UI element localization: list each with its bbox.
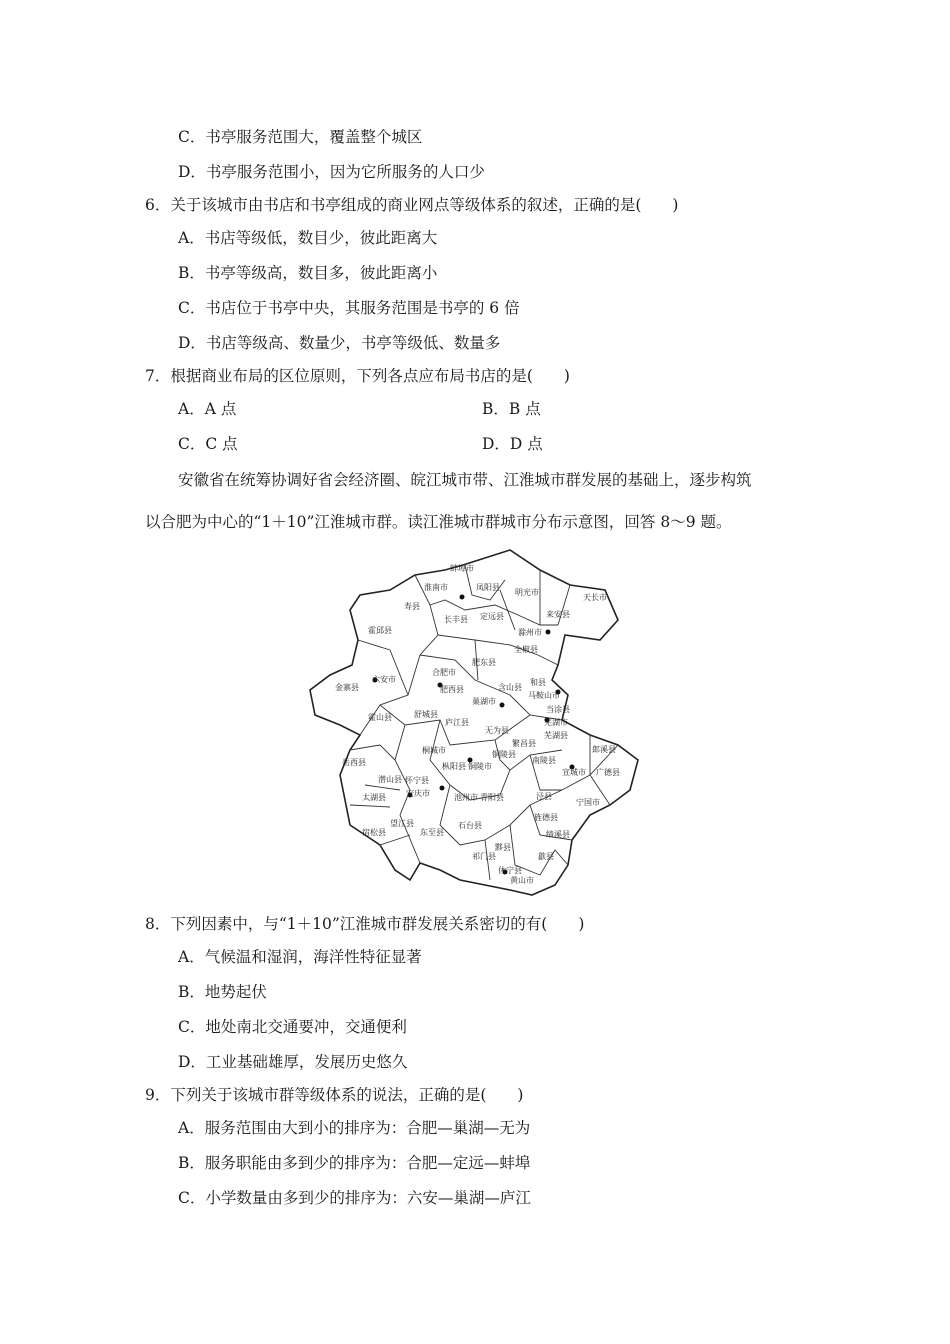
question-9: 9．下列关于该城市群等级体系的说法，正确的是( ) — [145, 1086, 524, 1104]
q7-option-a: A．A 点 — [178, 400, 237, 418]
map-label: 舒城县 — [414, 710, 438, 719]
map-label: 泾县 — [536, 792, 552, 801]
q6-option-b: B．书亭等级高，数目多，彼此距离小 — [178, 264, 438, 282]
map-label: 金寨县 — [335, 683, 359, 692]
question-7: 7．根据商业布局的区位原则，下列各点应布局书店的是( ) — [145, 367, 570, 385]
map-label: 黟县 — [495, 843, 511, 852]
map-label: 旌德县 — [534, 813, 558, 822]
question-6: 6．关于该城市由书店和书亭组成的商业网点等级体系的叙述，正确的是( ) — [145, 196, 679, 214]
map-label: 桐城市 — [422, 746, 446, 755]
map-label: 潜山县 — [378, 775, 402, 784]
q6-option-a: A．书店等级低，数目少，彼此距离大 — [178, 229, 438, 247]
map-labels — [335, 563, 620, 885]
q7-option-c: C．C 点 — [178, 435, 238, 453]
map-label: 郎溪县 — [592, 745, 616, 754]
map-label: 全椒县 — [514, 645, 538, 654]
q8-option-b: B．地势起伏 — [178, 983, 267, 1001]
map-label: 休宁县 — [498, 866, 522, 875]
q7-option-b: B．B 点 — [482, 400, 541, 418]
map-label: 寿县 — [404, 602, 420, 611]
map-label: 绩溪县 — [546, 830, 570, 839]
intro-line-2: 以合肥为中心的“1＋10”江淮城市群。读江淮城市群城市分布示意图，回答 8～9 题。 — [145, 513, 732, 531]
map-label: 定远县 — [480, 612, 504, 621]
map-label: 霍山县 — [368, 713, 392, 722]
map-label: 繁昌县 — [512, 739, 536, 748]
map-label: 含山县 — [498, 683, 522, 692]
map-label: 安庆市 — [406, 789, 430, 798]
map-label: 芜湖市 — [544, 718, 568, 727]
map-label: 明光市 — [515, 588, 539, 597]
map-label: 马鞍山市 — [528, 691, 560, 700]
map-label: 霍邱县 — [368, 626, 392, 635]
map-label: 蚌埠市 — [450, 564, 474, 573]
map-label: 滁州市 — [518, 628, 542, 637]
map-label: 怀宁县 — [405, 776, 429, 785]
map-label: 肥东县 — [472, 658, 496, 667]
q5-option-c: C．书亭服务范围大，覆盖整个城区 — [178, 128, 423, 146]
map-label: 合肥市 — [432, 668, 456, 677]
map-label: 庐江县 — [445, 718, 469, 727]
map-label: 南陵县 — [532, 756, 556, 765]
map-label: 和县 — [530, 678, 546, 687]
map-label: 天长市 — [583, 593, 607, 602]
map-label: 宿松县 — [362, 828, 386, 837]
q7-option-d: D．D 点 — [482, 435, 543, 453]
map-label: 岳西县 — [342, 758, 366, 767]
map-label: 来安县 — [546, 610, 570, 619]
map-label: 广德县 — [596, 768, 620, 777]
map-svg — [300, 545, 645, 905]
map-label: 当涂县 — [546, 705, 570, 714]
map-label: 枞阳县 — [442, 762, 466, 771]
q5-option-d: D．书亭服务范围小，因为它所服务的人口少 — [178, 163, 485, 181]
map-label: 黄山市 — [510, 876, 534, 885]
q6-option-c: C．书店位于书亭中央，其服务范围是书亭的 6 倍 — [178, 299, 520, 317]
map-label: 望江县 — [390, 819, 414, 828]
map-label: 凤阳县 — [476, 583, 500, 592]
q8-option-d: D．工业基础雄厚，发展历史悠久 — [178, 1053, 408, 1071]
map-label: 淮南市 — [424, 583, 448, 592]
map-label: 青阳县 — [480, 793, 504, 802]
map-label: 六安市 — [372, 675, 396, 684]
map-label: 宣城市 — [562, 768, 586, 777]
map-label: 无为县 — [485, 726, 509, 735]
map-label: 铜陵市 — [468, 762, 492, 771]
map-label: 铜陵县 — [492, 750, 516, 759]
map-label: 祁门县 — [472, 852, 496, 861]
city-cluster-map — [300, 545, 645, 905]
map-label: 太湖县 — [362, 793, 386, 802]
map-label: 石台县 — [458, 821, 482, 830]
q6-option-d: D．书店等级高、数量少，书亭等级低、数量多 — [178, 334, 501, 352]
map-label: 宁国市 — [576, 798, 600, 807]
map-label: 东至县 — [420, 828, 444, 837]
intro-line-1: 安徽省在统筹协调好省会经济圈、皖江城市带、江淮城市群发展的基础上，逐步构筑 — [178, 471, 752, 489]
map-label: 长丰县 — [444, 615, 468, 624]
map-label: 池州市 — [454, 793, 478, 802]
q8-option-a: A．气候温和湿润，海洋性特征显著 — [178, 948, 422, 966]
q8-option-c: C．地处南北交通要冲，交通便利 — [178, 1018, 407, 1036]
map-label: 巢湖市 — [472, 697, 496, 706]
q9-option-a: A．服务范围由大到小的排序为：合肥—巢湖—无为 — [178, 1119, 531, 1137]
q9-option-c: C．小学数量由多到少的排序为：六安—巢湖—庐江 — [178, 1189, 531, 1207]
map-label: 芜湖县 — [544, 731, 568, 740]
map-label: 肥西县 — [440, 685, 464, 694]
question-8: 8．下列因素中，与“1＋10”江淮城市群发展关系密切的有( ) — [145, 915, 585, 933]
q9-option-b: B．服务职能由多到少的排序为：合肥—定远—蚌埠 — [178, 1154, 531, 1172]
map-label: 歙县 — [538, 852, 554, 861]
